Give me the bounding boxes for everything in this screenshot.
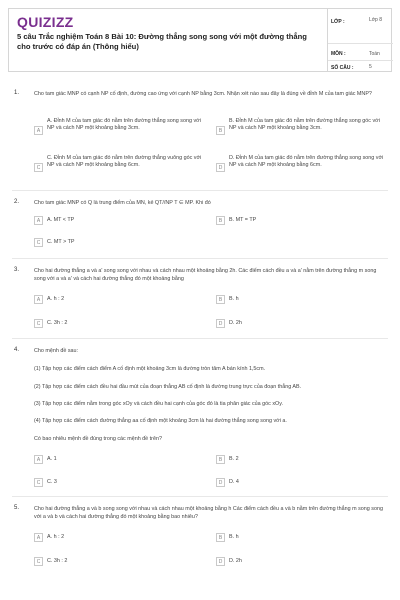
- option-text: A. MT < TP: [47, 217, 75, 223]
- question-divider: [12, 338, 388, 339]
- option-letter-badge: D: [216, 478, 225, 487]
- answer-option-d[interactable]: [216, 155, 386, 172]
- option-text: D. 2h: [229, 320, 242, 326]
- answer-option-d[interactable]: [216, 478, 239, 487]
- meta-class-value: Lớp 8: [369, 17, 383, 23]
- option-text: A. 1: [47, 456, 57, 462]
- answer-option-a[interactable]: [34, 216, 74, 225]
- question-number: 3.: [14, 267, 20, 273]
- meta-count-value: 5: [369, 64, 372, 70]
- answer-option-d[interactable]: [216, 319, 242, 328]
- statement-2: (2) Tập hợp các điểm cách đều hai đầu mút của đoạn thẳng AB cố định là đường trung trực của đoạn thẳng AB.: [34, 384, 302, 390]
- statement-3: (3) Tập hợp các điểm nằm trong góc xOy và cách đều hai cạnh của góc đó là tia phân giác của góc xOy.: [34, 401, 284, 407]
- worksheet-meta: [327, 9, 392, 72]
- option-letter-badge: C: [34, 238, 43, 247]
- option-text: D. Đỉnh M của tam giác đó nằm trên đường thẳng song song với NP và cách NP một khoảng bằng 6cm.: [229, 155, 384, 168]
- answer-option-a[interactable]: [34, 118, 204, 135]
- quizizz-logo: QUIZIZZ: [17, 14, 74, 30]
- option-letter-badge: B: [216, 126, 225, 135]
- option-text: A. h : 2: [47, 296, 65, 302]
- meta-divider: [328, 60, 393, 61]
- answer-option-c[interactable]: [34, 155, 204, 172]
- question-divider: [12, 496, 388, 497]
- option-text: A. Đỉnh M của tam giác đó nằm trên đường thẳng song song với NP và cách NP một khoảng bằng 3cm.: [47, 118, 201, 131]
- option-letter-badge: B: [216, 295, 225, 304]
- answer-option-b[interactable]: [216, 533, 239, 542]
- answer-option-c[interactable]: [34, 557, 67, 566]
- worksheet-header: [8, 8, 392, 72]
- statement-1: (1) Tập hợp các điểm cách điểm A cố định một khoảng 3cm là đường tròn tâm A bán kính 1,5cm.: [34, 366, 266, 372]
- option-text: B. h: [229, 296, 239, 302]
- question-number: 1.: [14, 90, 20, 96]
- answer-option-b[interactable]: [216, 455, 239, 464]
- option-text: C. Đỉnh M của tam giác đó nằm trên đường thẳng vuông góc với NP và cách NP một khoảng bằng 6cm.: [47, 155, 202, 168]
- answer-option-d[interactable]: [216, 557, 242, 566]
- option-letter-badge: C: [34, 478, 43, 487]
- meta-subject-value: Toán: [369, 51, 380, 57]
- answer-option-c[interactable]: [34, 478, 57, 487]
- meta-class-label: LỚP :: [331, 19, 345, 25]
- question-number: 5.: [14, 505, 20, 511]
- meta-subject-label: MÔN :: [331, 51, 346, 57]
- meta-divider: [328, 43, 393, 44]
- option-letter-badge: A: [34, 533, 43, 542]
- option-letter-badge: B: [216, 455, 225, 464]
- option-text: D. 2h: [229, 558, 242, 564]
- option-letter-badge: A: [34, 295, 43, 304]
- question-number: 4.: [14, 347, 20, 353]
- worksheet-title: 5 câu Trắc nghiệm Toán 8 Bài 10: Đường thẳng song song với một đường thẳng cho trước có đáp án (Thông hiểu): [17, 32, 307, 51]
- option-text: C. 3: [47, 479, 57, 485]
- option-text: D. 4: [229, 479, 239, 485]
- question-text: Cho tam giác MNP có cạnh NP cố định, đường cao ứng với cạnh NP bằng 3cm. Nhận xét nào sau đây là đúng về đỉnh M của tam giác MNP?: [34, 91, 372, 97]
- option-letter-badge: D: [216, 319, 225, 328]
- statement-4: (4) Tập hợp các điểm cách đường thẳng aa cố định một khoảng 3cm là hai đường thẳng song song với a.: [34, 418, 287, 424]
- question-divider: [12, 258, 388, 259]
- option-letter-badge: A: [34, 126, 43, 135]
- answer-option-c[interactable]: [34, 238, 75, 247]
- option-letter-badge: B: [216, 216, 225, 225]
- answer-option-b[interactable]: [216, 118, 386, 135]
- option-letter-badge: C: [34, 557, 43, 566]
- option-letter-badge: C: [34, 319, 43, 328]
- option-letter-badge: D: [216, 557, 225, 566]
- option-letter-badge: A: [34, 455, 43, 464]
- question-text: Cho tam giác MNP có Q là trung điểm của MN, kẻ QT//NP T ∈ MP. Khi đó: [34, 200, 211, 206]
- question-divider: [12, 190, 388, 191]
- question-text: Cho hai đường thẳng a và a' song song với nhau và cách nhau một khoảng bằng 2h. Các điểm cách đều a và a' nằm trên đường thẳng m song song với a và a' và cách hai đường thẳng đó một khoảng bằng: [34, 268, 377, 282]
- option-text: A. h : 2: [47, 534, 65, 540]
- answer-option-a[interactable]: [34, 533, 64, 542]
- answer-option-b[interactable]: [216, 295, 239, 304]
- option-letter-badge: C: [34, 163, 43, 172]
- statement-question: Có bao nhiêu mệnh đề đúng trong các mệnh đề trên?: [34, 436, 162, 442]
- option-letter-badge: A: [34, 216, 43, 225]
- answer-option-b[interactable]: [216, 216, 256, 225]
- option-text: B. Đỉnh M của tam giác đó nằm trên đường thẳng song góc với NP và cách NP một khoảng bằng 3cm.: [229, 118, 380, 131]
- meta-count-label: SỐ CÂU :: [331, 65, 354, 71]
- option-text: C. 3h : 2: [47, 320, 68, 326]
- option-text: B. h: [229, 534, 239, 540]
- option-letter-badge: D: [216, 163, 225, 172]
- question-text: Cho mệnh đề sau:: [34, 348, 79, 354]
- question-number: 2.: [14, 199, 20, 205]
- option-letter-badge: B: [216, 533, 225, 542]
- question-text: Cho hai đường thẳng a và b song song với nhau và cách nhau một khoảng bằng h Các điểm cách đều a và b nằm trên đường thẳng m song song với a và b và cách hai đường thẳng đó một khoảng bằng bao nhiêu?: [34, 506, 383, 520]
- option-text: C. MT > TP: [47, 239, 75, 245]
- answer-option-c[interactable]: [34, 319, 67, 328]
- option-text: C. 3h : 2: [47, 558, 68, 564]
- option-text: B. 2: [229, 456, 239, 462]
- answer-option-a[interactable]: [34, 455, 57, 464]
- option-text: B. MT = TP: [229, 217, 257, 223]
- answer-option-a[interactable]: [34, 295, 64, 304]
